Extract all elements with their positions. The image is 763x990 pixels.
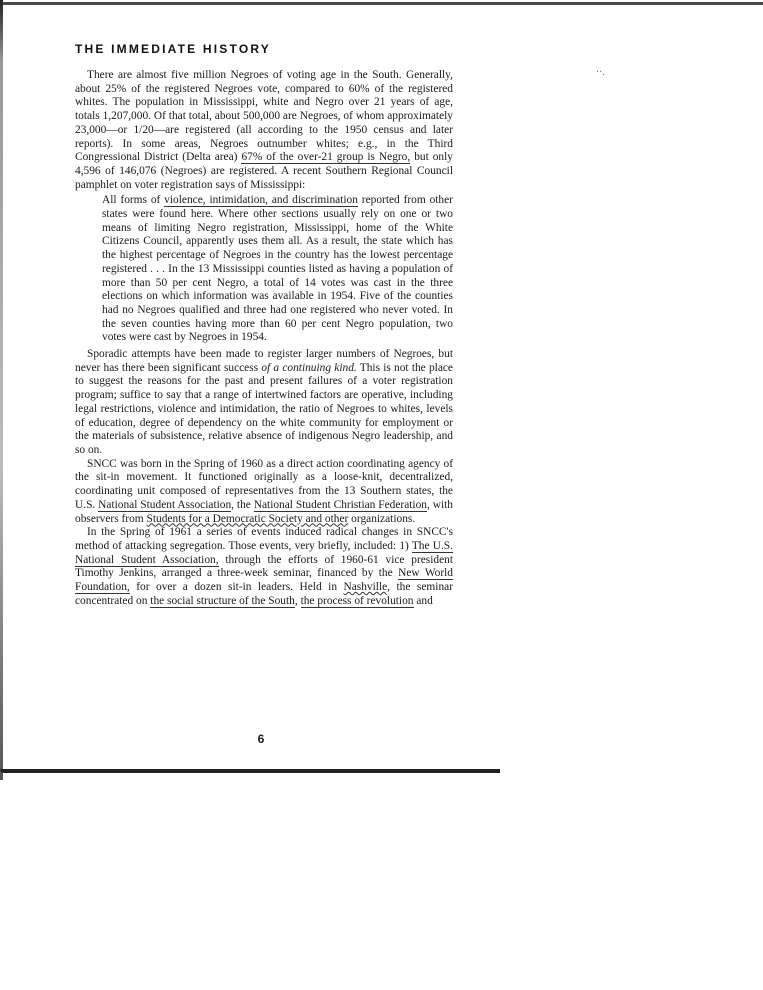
handwritten-underline: the process of revolution	[300, 594, 414, 607]
scan-bottom-edge	[0, 769, 500, 773]
handwritten-underline: violence, intimidation, and discrimination	[164, 194, 358, 207]
block-quote-src: All forms of violence, intimidation, and discrimination reported from other states were found here. Where other sections usually rely on one or two means of limiting Negro registration, Mississippi, home of the White Citizens Council, apparently uses them all. As a result, the state which has the highest percentage of Negroes in the country has the lowest percentage registered . . . In the 13 Mississippi counties listed as having a population of more than 50 per cent Negro, a total of 14 votes was cast in the three elections on which information was available in 1954. Five of the counties had no Negroes qualified and three had one registered who never voted. In the seven counties having more than 60 per cent Negro population, two votes were cast by Negroes in 1954.	[102, 194, 453, 344]
paragraph-sporadic-attempts: Sporadic attempts have been made to register larger numbers of Negroes, but never has there been significant success of a continuing kind. This is not the place to suggest the reasons for the past and present failures of a voter registration program; suffice to say that a range of intertwined factors are operative, including legal restrictions, violence and intimidation, the ratio of Negroes to whites, levels of education, degree of dependency on the white community for employment or the materials of subsistence, relative absence of indigenous Negro leadership, and so on.	[75, 348, 453, 456]
handwritten-wavy-underline: Nashville	[343, 581, 388, 594]
handwritten-underline: The U.S. National Student Association,	[75, 539, 453, 566]
scan-left-edge	[0, 0, 3, 780]
handwritten-underline: the social structure of the South	[150, 594, 295, 607]
scan-top-edge	[0, 2, 763, 5]
handwritten-underline: National Student Association	[98, 498, 232, 511]
handwritten-underline: New World Foundation,	[75, 567, 454, 594]
scan-speck: ‧‧.	[596, 67, 605, 78]
paragraph-spring-1961: In the Spring of 1961 a series of events induced radical changes in SNCC's method of attacking segregation. Those events, very briefly, included: 1) The U.S. National Student Association, through the efforts of 1960-61 vice president Timothy Jenkins, arranged a three-week seminar, financed by the New World Foundation, for over a dozen sit-in leaders. Held in Nashville, the seminar concentrated on the social structure of the South, the process of revolution and	[75, 526, 454, 607]
handwritten-underline: National Student Christian Federation	[253, 498, 427, 511]
paragraph-sncc-origin: SNCC was born in the Spring of 1960 as a direct action coordinating agency of the sit-in movement. It functioned originally as a loose-knit, decentralized, coordinating unit composed of representatives from the 13 Southern states, the U.S. National Student Association, the National Student Christian Federation, with observers from Students for a Democratic Society and other organizations.	[75, 457, 453, 525]
section-title: THE IMMEDIATE HISTORY	[75, 42, 271, 56]
handwritten-wavy-underline: Students for a Democratic Society and other	[146, 512, 349, 525]
handwritten-underline: 67% of the over-21 group is Negro,	[241, 151, 411, 164]
italic-emphasis: of a continuing kind.	[261, 361, 357, 374]
page-body	[75, 69, 453, 608]
page-number: 6	[257, 732, 265, 746]
paragraph-voting-statistics: There are almost five million Negroes of voting age in the South. Generally, about 25% of the registered Negroes vote, compared to 60% of the registered whites. The population in Mississippi, white and Negro over 21 years of age, totals 1,207,000. Of that total, about 500,000 are Negroes, of whom approximately 23,000—or 1/20—are registered (all according to the 1950 census and later reports). In some areas, Negroes outnumber whites; e.g., in the Third Congressional District (Delta area) 67% of the over-21 group is Negro, but only 4,596 of 146,076 (Negroes) are registered. A recent Southern Regional Council pamphlet on voter registration says of Mississippi:	[75, 69, 453, 191]
